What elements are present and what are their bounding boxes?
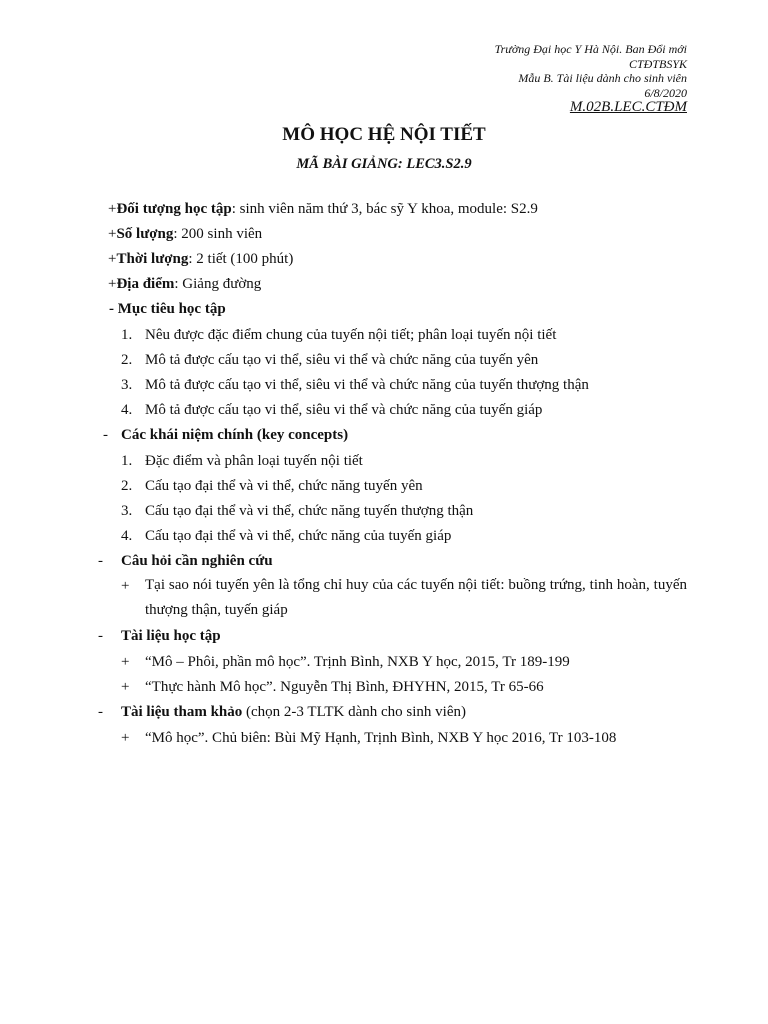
question-item: Tại sao nói tuyến yên là tổng chỉ huy của các tuyến nội tiết: buồng trứng, tinh hoàn, tuyến thượng thận, tuyến giáp (145, 577, 687, 618)
bullet-dash: - (98, 628, 103, 644)
bullet-plus: + (108, 251, 117, 267)
info-value: : 200 sinh viên (173, 226, 263, 242)
info-value: : 2 tiết (100 phút) (188, 251, 294, 267)
concept-item: Đặc điểm và phân loại tuyến nội tiết (145, 453, 363, 469)
institution-header (495, 42, 687, 100)
info-label: Thời lượng (116, 251, 189, 267)
info-label: Số lượng (116, 226, 174, 242)
objective-item: Mô tả được cấu tạo vi thể, siêu vi thể và chức năng của tuyến yên (145, 352, 539, 368)
concept-item: Cấu tạo đại thể và vi thể, chức năng của tuyến giáp (145, 528, 452, 544)
list-number: 1. (121, 453, 133, 469)
info-label: Đối tượng học tập (116, 201, 232, 217)
objective-item: Nêu được đặc điểm chung của tuyến nội tiết; phân loại tuyến nội tiết (145, 327, 557, 343)
bullet-plus: + (121, 654, 130, 670)
objective-item: Mô tả được cấu tạo vi thể, siêu vi thể và chức năng của tuyến giáp (145, 402, 543, 418)
bullet-plus: + (108, 201, 117, 217)
objective-item: Mô tả được cấu tạo vi thể, siêu vi thể và chức năng của tuyến thượng thận (145, 377, 589, 393)
reference-item: “Mô học”. Chủ biên: Bùi Mỹ Hạnh, Trịnh Bình, NXB Y học 2016, Tr 103-108 (145, 730, 617, 746)
header-line: CTĐTBSYK (628, 56, 687, 71)
material-item: “Mô – Phôi, phần mô học”. Trịnh Bình, NXB Y học, 2015, Tr 189-199 (145, 654, 570, 670)
bullet-dash: - (103, 427, 108, 443)
list-number: 4. (121, 402, 133, 418)
header-line: Trường Đại học Y Hà Nội. Ban Đổi mới (494, 42, 687, 56)
bullet-plus: + (121, 730, 130, 746)
list-number: 3. (121, 377, 133, 393)
section-heading: Tài liệu tham khảo (121, 704, 243, 720)
heading-note: (chọn 2-3 TLTK dành cho sinh viên) (242, 704, 466, 720)
list-number: 4. (121, 528, 133, 544)
lecture-code: MÃ BÀI GIẢNG: LEC3.S2.9 (296, 156, 472, 172)
material-item: “Thực hành Mô học”. Nguyễn Thị Bình, ĐHYHN, 2015, Tr 65-66 (145, 679, 544, 695)
list-number: 2. (121, 352, 133, 368)
bullet-plus: + (108, 226, 117, 242)
concept-item: Cấu tạo đại thể và vi thể, chức năng tuyến thượng thận (145, 503, 474, 519)
bullet-plus: + (121, 679, 130, 695)
info-value: : Giảng đường (174, 276, 262, 292)
form-code: M.02B.LEC.CTĐM (569, 99, 687, 115)
header-line: 6/8/2020 (644, 85, 687, 100)
materials-heading: Tài liệu học tập (121, 628, 221, 644)
info-line-target (108, 201, 538, 218)
page-title: MÔ HỌC HỆ NỘI TIẾT (282, 124, 486, 145)
list-number: 2. (121, 478, 133, 494)
bullet-plus: + (121, 578, 130, 594)
objectives-heading (109, 301, 226, 318)
info-line-location (108, 276, 261, 293)
bullet-plus: + (108, 276, 117, 292)
list-number: 1. (121, 327, 133, 343)
bullet-dash: - (109, 301, 114, 317)
bullet-dash: - (98, 553, 103, 569)
bullet-dash: - (98, 704, 103, 720)
header-line: Mẫu B. Tài liệu dành cho sinh viên (518, 71, 687, 85)
info-line-quantity (108, 226, 262, 243)
info-label: Địa điểm (116, 276, 175, 292)
info-value: : sinh viên năm thứ 3, bác sỹ Y khoa, module: S2.9 (231, 201, 538, 217)
info-line-duration (108, 251, 293, 268)
concept-item: Cấu tạo đại thể và vi thể, chức năng tuyến yên (145, 478, 423, 494)
concepts-heading: Các khái niệm chính (key concepts) (121, 427, 349, 443)
references-heading (121, 704, 466, 721)
list-number: 3. (121, 503, 133, 519)
section-heading: Mục tiêu học tập (117, 301, 226, 317)
questions-heading: Câu hỏi cần nghiên cứu (121, 553, 273, 569)
